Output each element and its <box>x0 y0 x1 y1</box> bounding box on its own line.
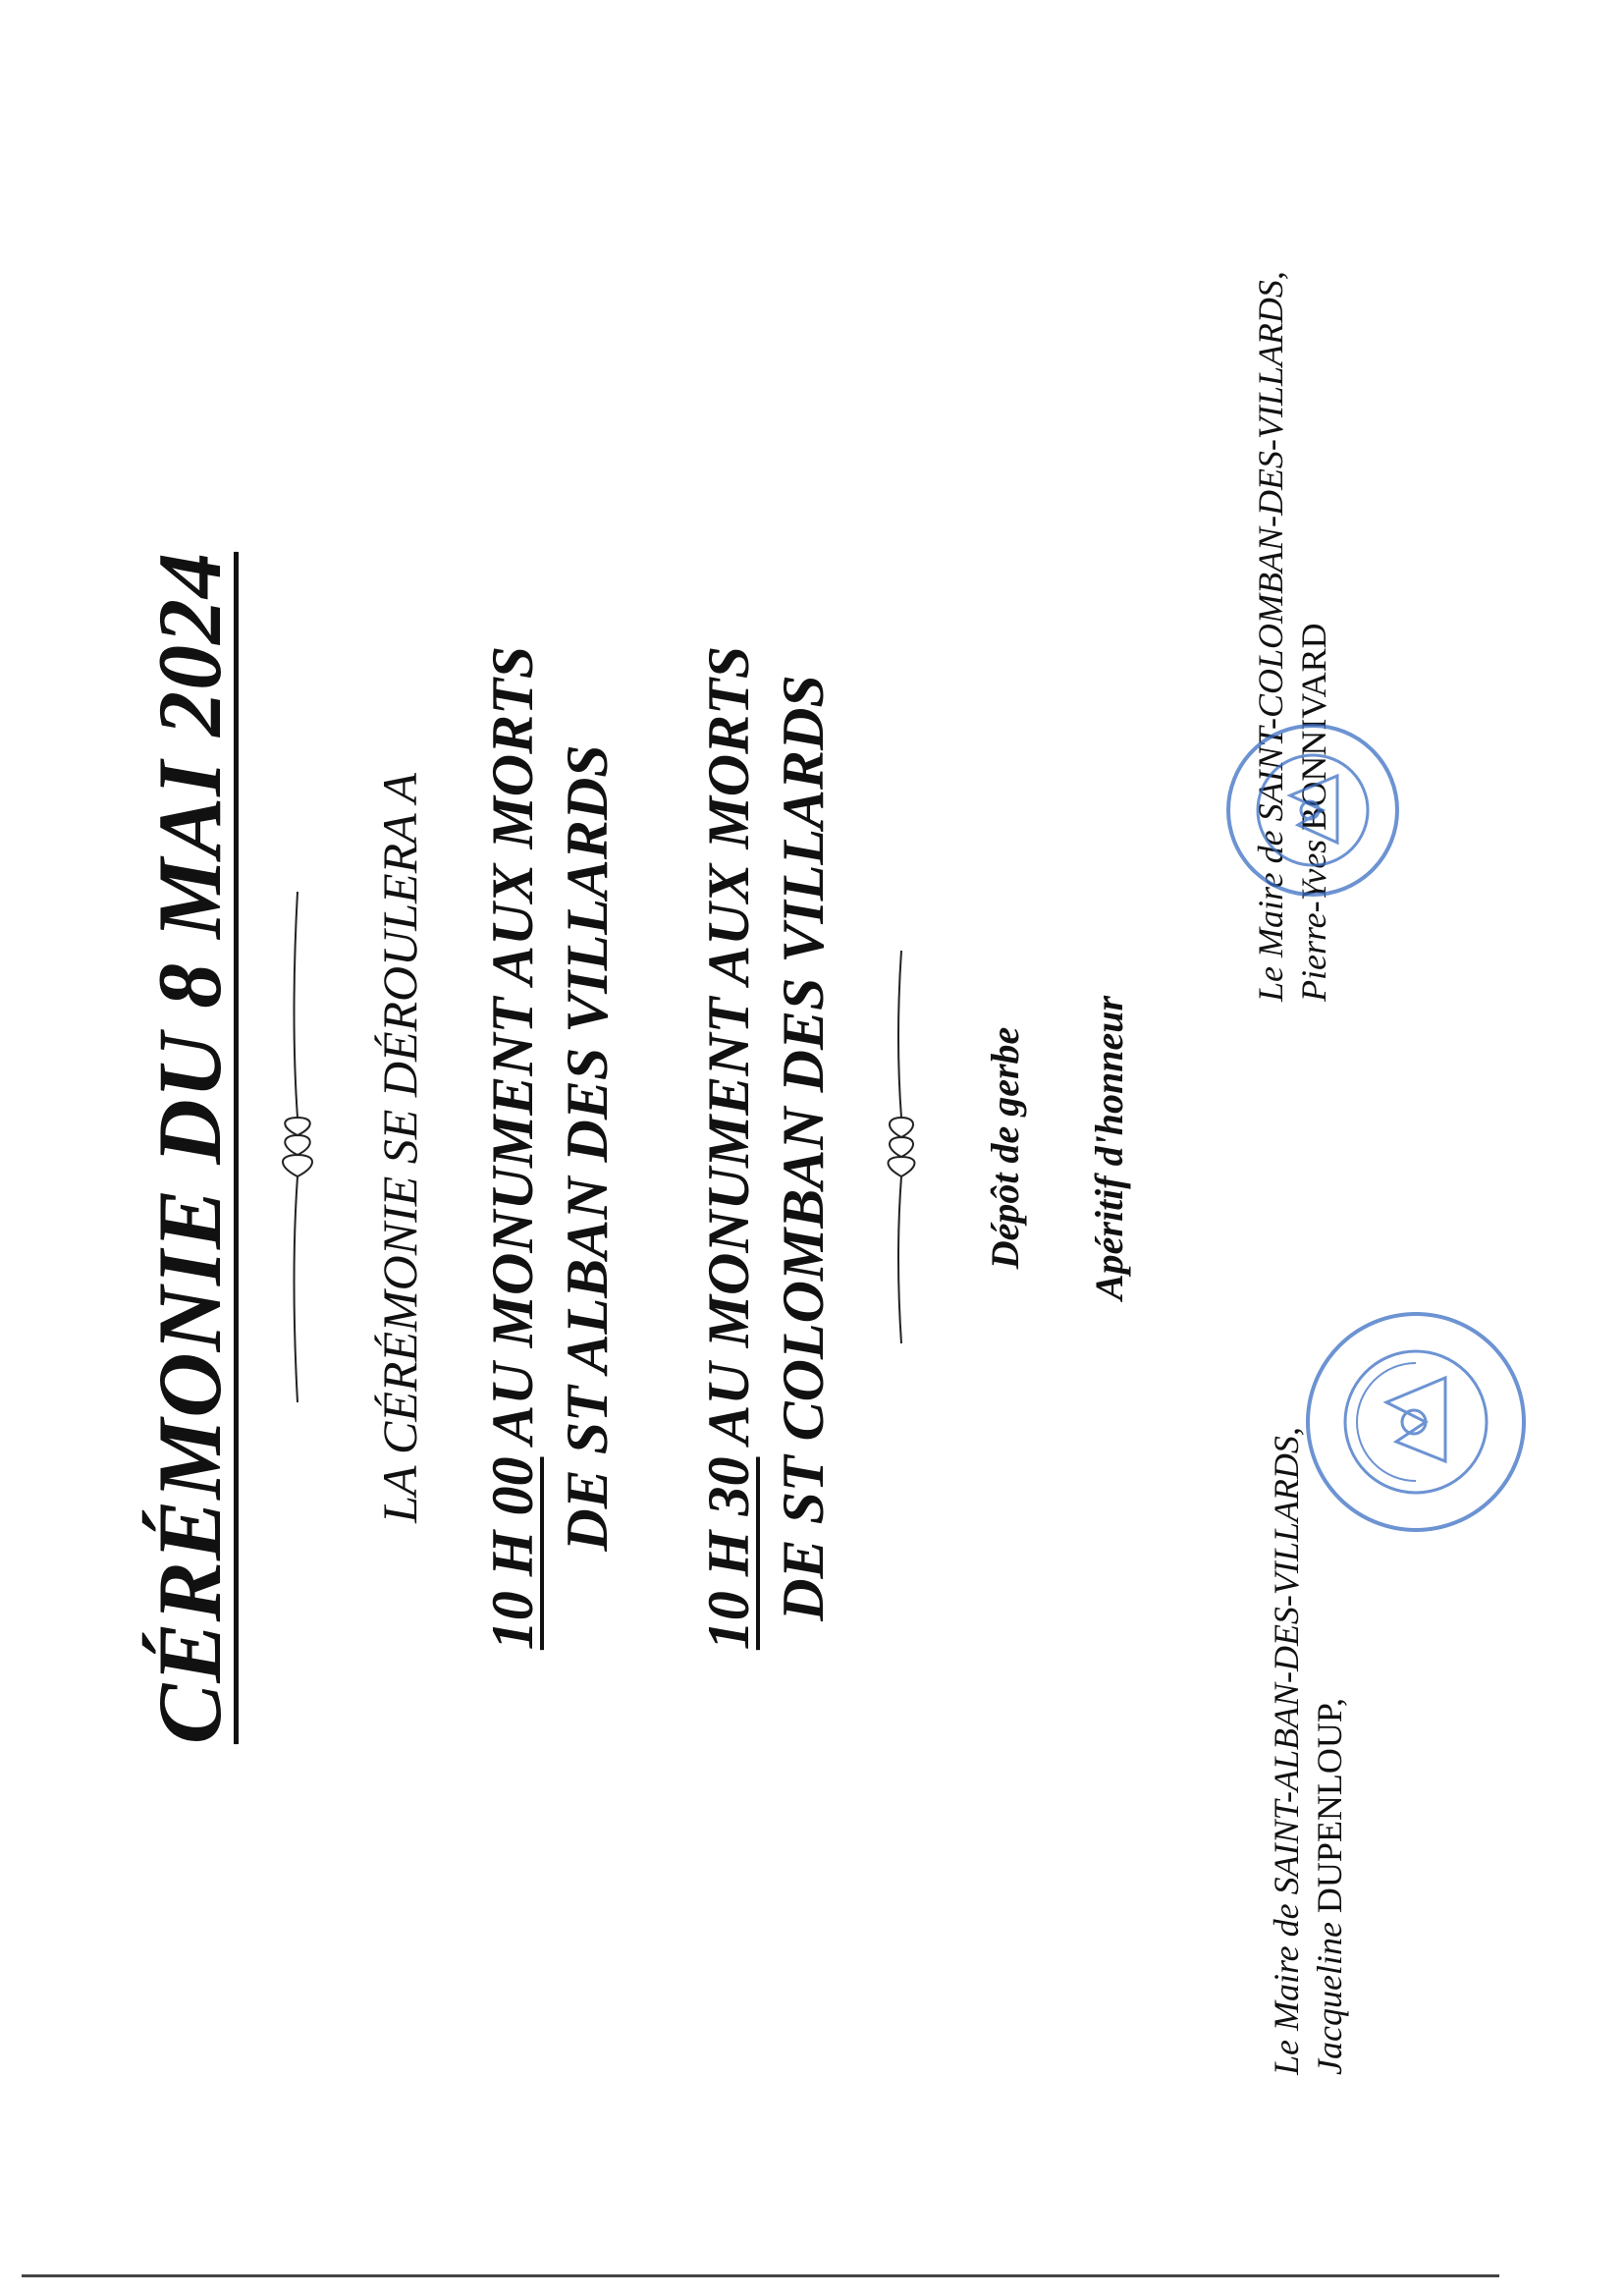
ceremony-intro: LA CÉRÉMONIE SE DÉROULERA A <box>372 773 427 1523</box>
slot-location: AU MONUMENT AUX MORTS <box>696 645 761 1457</box>
bottom-rule <box>22 2274 1499 2277</box>
signature-last-name: DUPENLOUP, <box>1310 1698 1349 1914</box>
slot-time: 10 H 30 <box>696 1456 761 1651</box>
signature-first-name: Pierre-Yves <box>1294 839 1333 1002</box>
slot-location: AU MONUMENT AUX MORTS <box>480 645 545 1457</box>
ornament-flourish <box>263 882 332 1412</box>
slot-place: DE ST COLOMBAN DES VILLARDS <box>771 675 836 1621</box>
stamp-st-colomban <box>1219 717 1406 903</box>
slot-st-colomban <box>691 0 840 2296</box>
stamp-st-alban <box>1298 1304 1534 1540</box>
slot-place: DE ST ALBAN DES VILLARDS <box>555 744 620 1552</box>
program-wreath: Dépôt de gerbe <box>983 1026 1027 1270</box>
ornament-flourish-small <box>872 941 931 1353</box>
signature-role: Le Maire de SAINT-COLOMBAN-DES-VILLARDS, <box>1251 271 1290 1002</box>
signature-last-name: BONNIVARD <box>1294 623 1333 831</box>
signature-role: Le Maire de SAINT-ALBAN-DES-VILLARDS, <box>1267 1427 1306 2075</box>
slot-st-alban <box>475 0 624 2296</box>
slot-time: 10 H 00 <box>480 1456 545 1651</box>
page-title: CÉRÉMONIE DU 8 MAI 2024 <box>139 551 240 1745</box>
signature-first-name: Jacqueline <box>1310 1922 1349 2075</box>
program-aperitif: Apéritif d'honneur <box>1087 995 1131 1301</box>
